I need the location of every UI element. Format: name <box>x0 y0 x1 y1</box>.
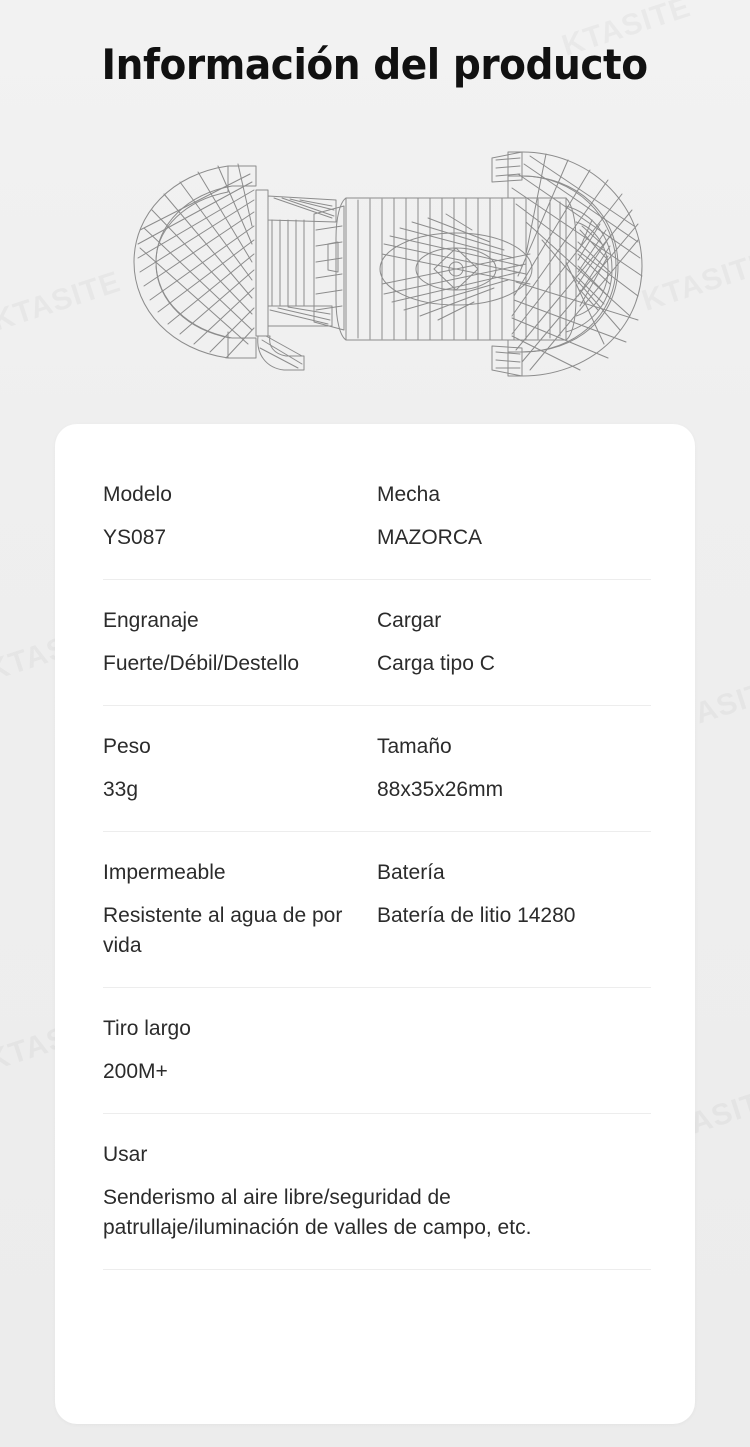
spec-value-tamano: 88x35x26mm <box>377 778 504 801</box>
spec-cell <box>103 1014 377 1087</box>
spec-cell <box>377 858 651 961</box>
spec-label-mecha: Mecha <box>377 483 441 506</box>
table-row <box>103 606 651 679</box>
spec-cell <box>103 858 377 961</box>
spec-label-usar: Usar <box>103 1143 148 1166</box>
spec-label-cargar: Cargar <box>377 609 442 632</box>
spec-label-modelo: Modelo <box>103 483 172 506</box>
spec-value-modelo: YS087 <box>103 526 167 549</box>
spec-label-bateria: Batería <box>377 861 445 884</box>
spec-label-tamano: Tamaño <box>377 735 452 758</box>
table-row <box>103 1140 651 1243</box>
spec-value-usar: Senderismo al aire libre/seguridad de patrullaje/iluminación de valles de campo, etc. <box>103 1186 532 1239</box>
spec-value-cargar: Carga tipo C <box>377 652 495 675</box>
spec-table <box>55 424 695 1270</box>
spec-value-peso: 33g <box>103 778 139 801</box>
spec-value-impermeable: Resistente al agua de por vida <box>103 904 343 957</box>
table-row <box>103 1014 651 1087</box>
row-divider <box>103 831 651 832</box>
product-spec-card <box>55 424 695 1424</box>
spec-cell <box>103 1140 651 1243</box>
spec-cell <box>377 732 651 805</box>
spec-cell <box>103 732 377 805</box>
product-illustration <box>60 130 690 395</box>
spec-cell <box>103 480 377 553</box>
spec-value-tiro-largo: 200M+ <box>103 1060 168 1083</box>
spec-cell <box>377 480 651 553</box>
row-divider <box>103 1113 651 1114</box>
spec-label-impermeable: Impermeable <box>103 861 226 884</box>
page-title: Información del producto <box>101 40 649 89</box>
row-divider <box>103 1269 651 1270</box>
page-title-wrapper <box>0 40 750 89</box>
table-row <box>103 732 651 805</box>
spec-value-bateria: Batería de litio 14280 <box>377 904 576 927</box>
row-divider <box>103 705 651 706</box>
table-row <box>103 480 651 553</box>
spec-value-mecha: MAZORCA <box>377 526 482 549</box>
spec-label-tiro-largo: Tiro largo <box>103 1017 191 1040</box>
spec-label-peso: Peso <box>103 735 151 758</box>
row-divider <box>103 987 651 988</box>
spec-cell-empty <box>377 1014 651 1087</box>
spec-label-engranaje: Engranaje <box>103 609 199 632</box>
row-divider <box>103 579 651 580</box>
spec-cell <box>377 606 651 679</box>
spec-value-engranaje: Fuerte/Débil/Destello <box>103 652 300 675</box>
spec-cell <box>103 606 377 679</box>
table-row <box>103 858 651 961</box>
